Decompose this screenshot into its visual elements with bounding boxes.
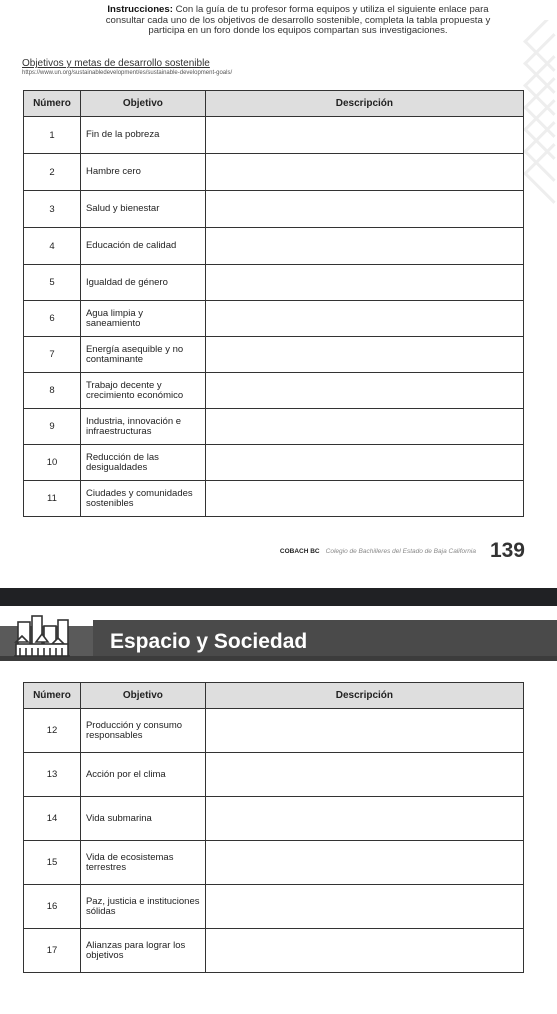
textbook-page-next (0, 606, 557, 1014)
table-row (24, 445, 524, 481)
table-row (24, 885, 524, 929)
row-number: 13 (24, 753, 81, 797)
row-number: 12 (24, 709, 81, 753)
row-objective: Educación de calidad (80, 228, 205, 265)
row-number: 15 (24, 841, 81, 885)
row-objective: Hambre cero (80, 154, 205, 191)
table-row (24, 409, 524, 445)
page-footer (280, 539, 525, 563)
row-number: 16 (24, 885, 81, 929)
row-description-cell[interactable] (205, 709, 523, 753)
row-description-cell[interactable] (205, 885, 523, 929)
row-description-cell[interactable] (205, 929, 523, 973)
row-description-cell[interactable] (205, 265, 523, 301)
page-separator (0, 588, 557, 606)
row-objective: Ciudades y comunidades sostenibles (80, 481, 205, 517)
table-row (24, 228, 524, 265)
table-row (24, 191, 524, 228)
footer-college: Colegio de Bachilleres del Estado de Baja California (325, 547, 476, 555)
row-objective: Agua limpia y saneamiento (80, 301, 205, 337)
row-number: 8 (24, 373, 81, 409)
row-objective: Alianzas para lograr los objetivos (80, 929, 205, 973)
row-number: 5 (24, 265, 81, 301)
row-number: 6 (24, 301, 81, 337)
table-row (24, 929, 524, 973)
table-row (24, 337, 524, 373)
row-number: 11 (24, 481, 81, 517)
row-number: 2 (24, 154, 81, 191)
row-description-cell[interactable] (205, 753, 523, 797)
row-description-cell[interactable] (205, 841, 523, 885)
header-objective: Objetivo (80, 91, 205, 117)
row-number: 1 (24, 117, 81, 154)
row-objective: Vida de ecosistemas terrestres (80, 841, 205, 885)
header-description: Descripción (205, 91, 523, 117)
table-row (24, 841, 524, 885)
table-row (24, 265, 524, 301)
row-objective: Acción por el clima (80, 753, 205, 797)
row-objective: Trabajo decente y crecimiento económico (80, 373, 205, 409)
goals-table-1 (23, 90, 524, 517)
row-description-cell[interactable] (205, 337, 523, 373)
row-objective: Paz, justicia e instituciones sólidas (80, 885, 205, 929)
row-number: 17 (24, 929, 81, 973)
instructions-paragraph (88, 5, 508, 37)
row-objective: Vida submarina (80, 797, 205, 841)
row-description-cell[interactable] (205, 409, 523, 445)
row-description-cell[interactable] (205, 797, 523, 841)
row-description-cell[interactable] (205, 301, 523, 337)
row-objective: Salud y bienestar (80, 191, 205, 228)
row-objective: Reducción de las desigualdades (80, 445, 205, 481)
header-objective: Objetivo (80, 683, 205, 709)
table-row (24, 797, 524, 841)
goals-table-2 (23, 682, 524, 973)
row-number: 3 (24, 191, 81, 228)
banner-title: Espacio y Sociedad (110, 630, 308, 653)
row-objective: Producción y consumo responsables (80, 709, 205, 753)
footer-brand: COBACH BC (279, 547, 320, 555)
city-buildings-icon (12, 612, 72, 658)
row-objective: Energía asequible y no contaminante (80, 337, 205, 373)
row-objective: Igualdad de género (80, 265, 205, 301)
table-row (24, 709, 524, 753)
row-objective: Fin de la pobreza (80, 117, 205, 154)
instructions-text: Con la guía de tu profesor forma equipos y utiliza el siguiente enlace para consultar cada uno de los objetivos de desarrollo sostenible, completa la tabla propuesta y participa en un foro donde los equipos compartan sus investigaciones. (105, 4, 491, 37)
table-row (24, 481, 524, 517)
row-description-cell[interactable] (205, 373, 523, 409)
row-number: 14 (24, 797, 81, 841)
row-description-cell[interactable] (205, 154, 523, 191)
header-number: Número (24, 683, 81, 709)
row-number: 7 (24, 337, 81, 373)
instructions-label: Instrucciones: (107, 4, 173, 15)
table-row (24, 154, 524, 191)
row-description-cell[interactable] (205, 191, 523, 228)
header-description: Descripción (205, 683, 523, 709)
row-description-cell[interactable] (205, 117, 523, 154)
row-number: 10 (24, 445, 81, 481)
link-url[interactable]: https://www.un.org/sustainabledevelopment/es/sustainable-development-goals/ (22, 70, 233, 76)
header-number: Número (24, 91, 81, 117)
page-number: 139 (489, 539, 525, 562)
table-row (24, 117, 524, 154)
table-row (24, 301, 524, 337)
row-number: 9 (24, 409, 81, 445)
row-description-cell[interactable] (205, 228, 523, 265)
banner-rule (0, 656, 557, 661)
row-objective: Industria, innovación e infraestructuras (80, 409, 205, 445)
row-description-cell[interactable] (205, 481, 523, 517)
table-row (24, 753, 524, 797)
link-title[interactable]: Objetivos y metas de desarrollo sostenible (22, 58, 210, 69)
table-header-row (24, 91, 524, 117)
row-description-cell[interactable] (205, 445, 523, 481)
table-row (24, 373, 524, 409)
table-header-row (24, 683, 524, 709)
row-number: 4 (24, 228, 81, 265)
